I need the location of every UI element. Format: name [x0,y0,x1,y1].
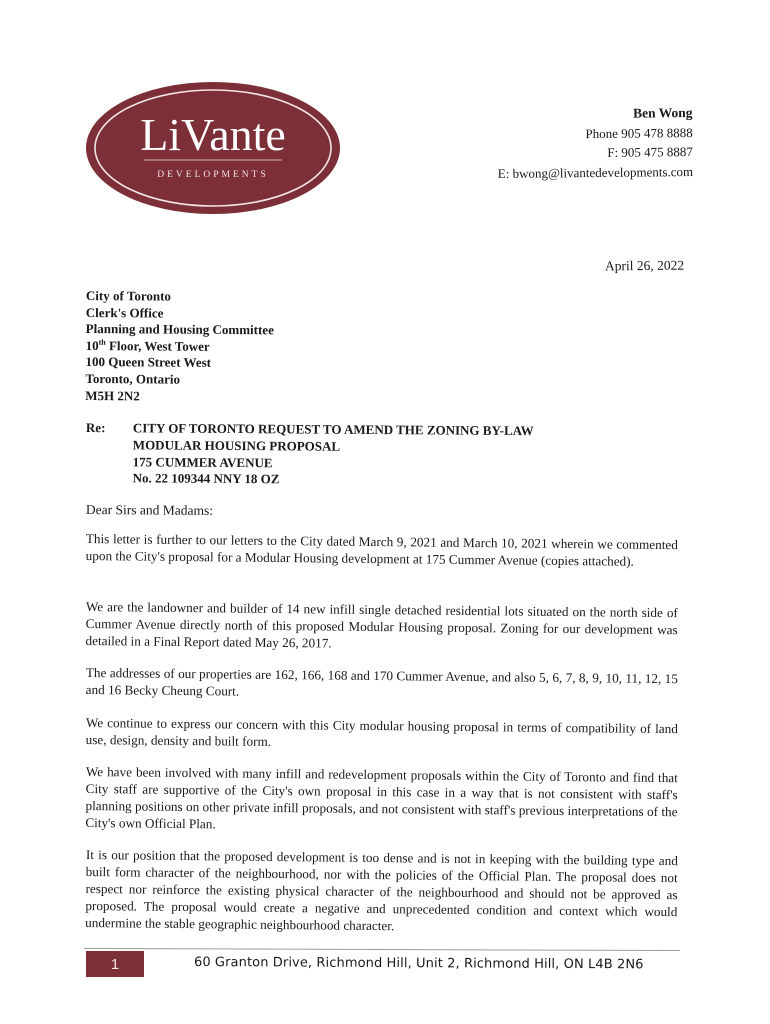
recipient-line: Clerk's Office [85,304,164,321]
contact-block [497,103,693,183]
recipient-line: 10th Floor, West Tower [85,337,210,354]
recipient-line: Toronto, Ontario [85,370,181,387]
body-paragraph: This letter is further to our letters to the City dated March 9, 2021 and March 10, 2021 wherein we commented upon the City's proposal for a Modular Housing development at 175 Cummer Avenue (copies attached). [85,530,678,569]
subject-line: No. 22 109344 NNY 18 OZ [132,470,280,487]
subject-line: CITY OF TORONTO REQUEST TO AMEND THE ZONING BY-LAW [132,420,534,439]
contact-name: Ben Wong [632,104,693,121]
livante-logo [84,80,342,216]
contact-phone: Phone 905 478 8888 [584,124,693,141]
subject-label: Re: [85,420,106,436]
contact-fax: F: 905 475 8887 [606,143,693,160]
recipient-line: Planning and Housing Committee [85,321,274,338]
recipient-line: 100 Queen Street West [85,354,212,371]
footer-divider [84,948,680,951]
subject-line: MODULAR HOUSING PROPOSAL [132,437,341,454]
subject-line: 175 CUMMER AVENUE [132,453,273,470]
logo-brand: LiVante [140,109,286,160]
salutation: Dear Sirs and Madams: [85,502,214,518]
body-paragraph: We have been involved with many infill and redevelopment proposals within the City of Toronto and find that City staff are supportive of the City's own proposal in this case in a way that is not consistent with staff's planning positions on other private infill proposals, and not consistent with staff's previous interpretations of the City's own Official Plan. [85,763,678,832]
logo-tagline: DEVELOPMENTS [157,170,269,180]
contact-email: E: bwong@livantedevelopments.com [497,163,693,181]
body-paragraph: We are the landowner and builder of 14 new infill single detached residential lots situated on the north side of Cummer Avenue directly north of this proposed Modular Housing proposal. Zoning for our development was detailed in a Final Report dated May 26, 2017. [85,598,678,651]
footer-address: 60 Granton Drive, Richmond Hill, Unit 2, Richmond Hill, ON L4B 2N6 [193,955,644,973]
body-paragraph: The addresses of our properties are 162, 166, 168 and 170 Cummer Avenue, and also 5, 6, 7, 8, 9, 10, 11, 12, 15 and 16 Becky Cheung Court. [85,664,678,699]
page-number: 1 [86,951,144,977]
letter-date: April 26, 2022 [604,257,685,274]
body-paragraph: It is our position that the proposed development is too dense and is not in keeping with the building type and built form character of the neighbourhood, nor with the policies of the Official Plan. The proposal does not respect nor reinforce the existing physical character of the neighbourhood and should not be approved as proposed. The proposal would create a negative and unprecedented condition and context which would undermine the stable geographic neighbourhood character. [85,846,678,934]
recipient-line: M5H 2N2 [85,387,140,403]
recipient-address [85,288,274,405]
body-paragraph: We continue to express our concern with this City modular housing proposal in terms of compatibility of land use, design, density and built form. [85,714,678,749]
recipient-line: City of Toronto [85,288,171,304]
